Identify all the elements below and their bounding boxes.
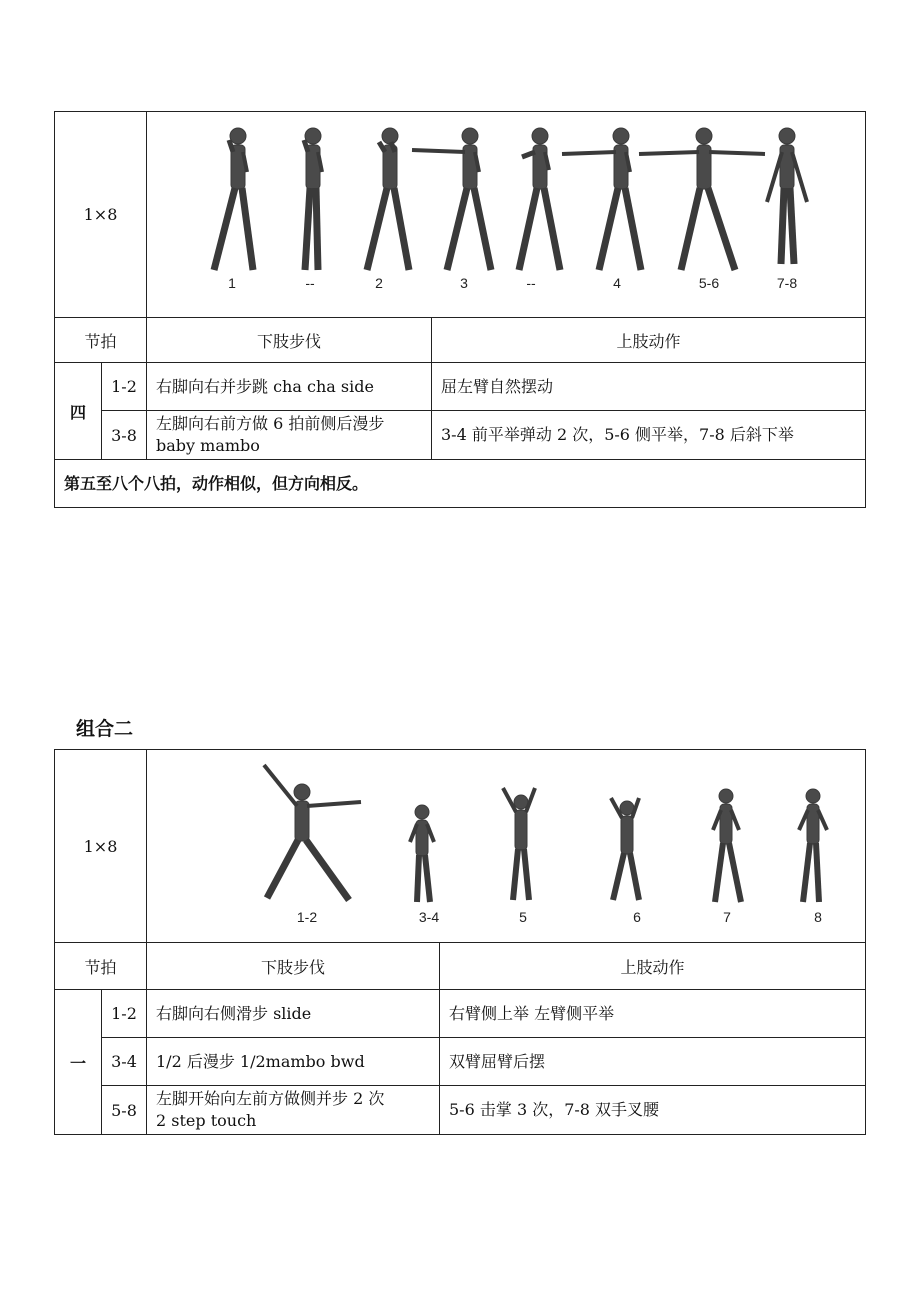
row-beat: 3-8 (111, 425, 137, 445)
row-lower: 左脚开始向左前方做侧并步 2 次 2 step touch (156, 1089, 385, 1130)
dance-figures-image (147, 750, 865, 942)
header-beat: 节拍 (84, 331, 117, 351)
row-lower: 右脚向右并步跳 cha cha side (156, 376, 374, 396)
beat-number: 7-8 (776, 275, 798, 291)
count-label: 1×8 (83, 836, 118, 856)
combo-1-table (54, 111, 866, 508)
group-label: 一 (69, 1053, 86, 1073)
beat-number: 3 (460, 275, 468, 291)
beat-number: 5-6 (698, 275, 720, 291)
beat-number: 3-4 (418, 909, 440, 925)
header-upper-limb: 上肢动作 (620, 957, 685, 977)
combo-2-table (54, 749, 866, 1135)
beat-number: 1 (228, 275, 236, 291)
header-lower-limb: 下肢步伐 (256, 331, 321, 351)
count-label: 1×8 (83, 205, 118, 224)
beat-number: 5 (519, 909, 527, 925)
row-beat: 1-2 (111, 377, 137, 396)
row-beat: 5-8 (111, 1100, 137, 1120)
header-beat: 节拍 (84, 957, 117, 977)
row-beat: 1-2 (111, 1004, 137, 1023)
beat-number: 4 (613, 275, 621, 291)
beat-number: 8 (814, 909, 822, 925)
beat-number: 1-2 (296, 909, 318, 925)
row-lower: 左脚向右前方做 6 拍前侧后漫步 baby mambo (156, 414, 385, 455)
row-lower: 右脚向右侧滑步 slide (156, 1003, 312, 1023)
beat-number: 2 (375, 275, 383, 291)
row-lower: 1/2 后漫步 1/2mambo bwd (156, 1051, 365, 1071)
row-upper: 双臂屈臂后摆 (449, 1051, 546, 1071)
section-title: 组合二 (76, 718, 134, 740)
row-upper: 5-6 击掌 3 次，7-8 双手叉腰 (449, 1100, 660, 1119)
beat-number: 6 (633, 909, 641, 925)
header-upper-limb: 上肢动作 (616, 331, 681, 351)
group-label: 四 (69, 402, 86, 422)
header-lower-limb: 下肢步伐 (260, 957, 325, 977)
beat-number: -- (305, 275, 315, 291)
dance-figures-image (147, 112, 865, 317)
row-upper: 屈左臂自然摆动 (441, 376, 554, 396)
row-beat: 3-4 (111, 1052, 137, 1071)
row-upper: 右臂侧上举 左臂侧平举 (449, 1003, 615, 1023)
beat-number: 7 (723, 909, 731, 925)
row-upper: 3-4 前平举弹动 2 次，5-6 侧平举，7-8 后斜下举 (441, 425, 794, 444)
beat-number: -- (526, 275, 536, 291)
note: 第五至八个八拍，动作相似，但方向相反。 (64, 473, 369, 493)
